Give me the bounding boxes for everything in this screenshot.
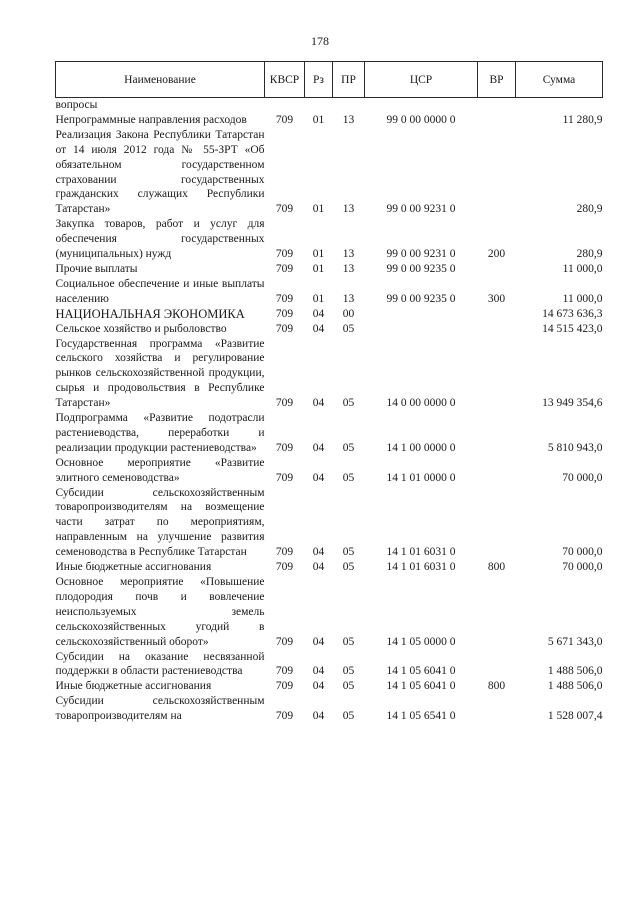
cell-sum: 1 488 506,0 xyxy=(547,665,603,678)
cell-vr xyxy=(478,411,516,456)
col-header-rz: Рз xyxy=(305,62,333,98)
cell-pr: 13 xyxy=(342,248,355,261)
cell-pr: 13 xyxy=(342,203,355,216)
cell-pr: 13 xyxy=(342,262,355,275)
cell-sum: 280,9 xyxy=(576,248,603,261)
cell-pr: 05 xyxy=(342,441,355,454)
cell-vr xyxy=(478,650,516,680)
cell-kvsr: 709 xyxy=(275,322,294,335)
cell-sum: 14 515 423,0 xyxy=(542,322,603,335)
cell-rz: 04 xyxy=(312,471,325,484)
cell-kvsr: 709 xyxy=(275,546,294,559)
cell-csr xyxy=(365,322,478,337)
cell-kvsr: 709 xyxy=(275,397,294,410)
cell-vr xyxy=(478,113,516,128)
cell-csr: 14 1 01 6031 0 xyxy=(386,546,456,559)
cell-kvsr: 709 xyxy=(275,113,294,126)
table-row xyxy=(56,113,603,128)
cell-sum: 11 000,0 xyxy=(562,292,603,305)
cell-sum: 5 671 343,0 xyxy=(547,635,603,648)
cell-kvsr: 709 xyxy=(275,561,294,574)
table-row xyxy=(56,217,603,262)
cell-name: Социальное обеспечение и иные выплаты населению xyxy=(55,277,265,305)
cell-sum: 70 000,0 xyxy=(562,471,603,484)
table-row xyxy=(56,575,603,650)
cell-kvsr: 709 xyxy=(275,680,294,693)
cell-pr: 05 xyxy=(342,635,355,648)
table-row xyxy=(56,277,603,307)
cell-csr: 14 1 05 6541 0 xyxy=(386,710,456,723)
cell-csr: 99 0 00 9231 0 xyxy=(386,203,456,216)
table-row xyxy=(56,128,603,217)
cell-rz: 04 xyxy=(312,322,325,335)
cell-sum: 70 000,0 xyxy=(562,546,603,559)
table-row xyxy=(56,262,603,277)
cell-vr: 800 xyxy=(487,680,506,693)
table-row xyxy=(56,560,603,575)
cell-pr: 05 xyxy=(342,665,355,678)
cell-rz: 01 xyxy=(312,203,325,216)
cell-rz: 04 xyxy=(312,635,325,648)
cell-kvsr: 709 xyxy=(275,710,294,723)
cell-sum: 5 810 943,0 xyxy=(547,441,603,454)
table-row xyxy=(56,337,603,412)
table-row xyxy=(56,98,603,113)
cell-name: Подпрограмма «Развитие подотрасли растениеводства, переработки и реализации продукции растениеводства» xyxy=(55,412,265,454)
cell-name: Иные бюджетные ассигнования xyxy=(55,561,212,574)
cell-csr: 99 0 00 9235 0 xyxy=(386,292,456,305)
col-header-pr: ПР xyxy=(333,62,365,98)
cell-sum: 11 000,0 xyxy=(562,262,603,275)
col-header-sum: Сумма xyxy=(516,62,603,98)
cell-vr xyxy=(478,575,516,650)
table-row xyxy=(56,679,603,694)
cell-name: Субсидии на оказание несвязанной поддержки в области растениеводства xyxy=(55,650,265,678)
cell-vr xyxy=(478,322,516,337)
col-header-name: Наименование xyxy=(56,62,265,98)
cell-kvsr: 709 xyxy=(275,635,294,648)
cell-csr: 14 1 00 0000 0 xyxy=(386,441,456,454)
cell-vr: 200 xyxy=(487,248,506,261)
budget-table xyxy=(55,61,603,724)
cell-name: Субсидии сельскохозяйственным товаропроизводителям на возмещение части затрат по мероприятиям, направленным на улучшение развития семеноводства в Республике Татарстан xyxy=(55,486,265,559)
cell-vr xyxy=(478,486,516,561)
cell-pr: 05 xyxy=(342,680,355,693)
table-row xyxy=(56,322,603,337)
cell-rz: 04 xyxy=(312,546,325,559)
cell-csr xyxy=(365,307,478,322)
cell-csr: 99 0 00 0000 0 xyxy=(386,113,456,126)
cell-rz: 01 xyxy=(312,262,325,275)
cell-rz: 04 xyxy=(312,561,325,574)
table-row xyxy=(56,650,603,680)
cell-vr xyxy=(478,337,516,412)
cell-kvsr xyxy=(265,98,305,113)
cell-vr: 300 xyxy=(487,292,506,305)
cell-rz: 01 xyxy=(312,292,325,305)
cell-pr: 05 xyxy=(342,710,355,723)
cell-pr: 13 xyxy=(342,292,355,305)
cell-rz: 04 xyxy=(312,680,325,693)
cell-pr: 05 xyxy=(342,322,355,335)
cell-kvsr: 709 xyxy=(275,665,294,678)
cell-vr xyxy=(478,98,516,113)
cell-pr: 05 xyxy=(342,397,355,410)
cell-name: вопросы xyxy=(55,99,98,111)
cell-rz: 04 xyxy=(312,665,325,678)
cell-vr: 800 xyxy=(487,561,506,574)
cell-name: Государственная программа «Развитие сельского хозяйства и регулирование рынков сельскохозяйственной продукции, сырья и продовольствия в Республике Татарстан» xyxy=(55,337,265,410)
cell-kvsr: 709 xyxy=(275,441,294,454)
cell-vr xyxy=(478,262,516,277)
cell-kvsr: 709 xyxy=(275,307,294,320)
cell-csr: 99 0 00 9235 0 xyxy=(386,262,456,275)
cell-name: Основное мероприятие «Повышение плодородия почв и вовлечение неиспользуемых земель сельскохозяйственных угодий в сельскохозяйственный оборот» xyxy=(55,576,265,648)
table-row xyxy=(56,694,603,724)
cell-pr: 00 xyxy=(342,307,355,320)
cell-name: Субсидии сельскохозяйственным товаропроизводителям на xyxy=(55,695,265,723)
table-row xyxy=(56,307,603,322)
cell-vr xyxy=(478,307,516,322)
col-header-kvsr: КВСР xyxy=(265,62,305,98)
cell-pr xyxy=(333,98,365,113)
col-header-vr: ВР xyxy=(478,62,516,98)
cell-sum: 13 949 354,6 xyxy=(542,397,603,410)
cell-kvsr: 709 xyxy=(275,471,294,484)
cell-name: Иные бюджетные ассигнования xyxy=(55,680,212,693)
cell-sum: 1 528 007,4 xyxy=(547,710,603,723)
col-header-csr: ЦСР xyxy=(365,62,478,98)
cell-sum: 70 000,0 xyxy=(562,561,603,574)
cell-sum xyxy=(516,98,603,113)
cell-rz: 04 xyxy=(312,397,325,410)
cell-name: Основное мероприятие «Развитие элитного семеноводства» xyxy=(55,456,265,484)
cell-rz: 04 xyxy=(312,441,325,454)
cell-sum: 1 488 506,0 xyxy=(547,680,603,693)
cell-csr: 14 1 01 0000 0 xyxy=(386,471,456,484)
cell-pr: 05 xyxy=(342,561,355,574)
header-row xyxy=(56,62,603,98)
cell-kvsr: 709 xyxy=(275,203,294,216)
page-number: 178 xyxy=(311,34,329,48)
cell-pr: 05 xyxy=(342,471,355,484)
cell-pr: 13 xyxy=(342,113,355,126)
cell-rz: 04 xyxy=(312,307,325,320)
cell-name: Непрограммные направления расходов xyxy=(55,113,247,126)
cell-vr xyxy=(478,456,516,486)
cell-name: Прочие выплаты xyxy=(55,262,138,275)
cell-csr: 14 1 01 6031 0 xyxy=(386,561,456,574)
cell-kvsr: 709 xyxy=(275,262,294,275)
cell-csr: 14 1 05 6041 0 xyxy=(386,680,456,693)
cell-name: Реализация Закона Республики Татарстан от 14 июля 2012 года № 55-ЗРТ «Об обязательном государственном страховании государственных гражданских служащих Республики Татарстан» xyxy=(55,128,265,216)
cell-name: Сельское хозяйство и рыболовство xyxy=(55,322,227,335)
cell-csr xyxy=(365,98,478,113)
cell-vr xyxy=(478,128,516,217)
cell-kvsr: 709 xyxy=(275,292,294,305)
cell-vr xyxy=(478,694,516,724)
cell-sum: 280,9 xyxy=(576,203,603,216)
cell-pr: 05 xyxy=(342,546,355,559)
cell-kvsr: 709 xyxy=(275,248,294,261)
table-row xyxy=(56,486,603,561)
cell-rz: 01 xyxy=(312,248,325,261)
table-row xyxy=(56,456,603,486)
cell-name: Закупка товаров, работ и услуг для обеспечения государственных (муниципальных) нужд xyxy=(55,218,265,261)
cell-rz: 01 xyxy=(312,113,325,126)
cell-csr: 99 0 00 9231 0 xyxy=(386,248,456,261)
cell-csr: 14 1 05 6041 0 xyxy=(386,665,456,678)
cell-csr: 14 1 05 0000 0 xyxy=(386,635,456,648)
cell-sum: 14 673 636,3 xyxy=(542,307,603,320)
cell-sum: 11 280,9 xyxy=(562,113,603,126)
cell-csr: 14 0 00 0000 0 xyxy=(386,397,456,410)
cell-rz xyxy=(305,98,333,113)
cell-name: НАЦИОНАЛЬНАЯ ЭКОНОМИКА xyxy=(55,306,245,321)
cell-rz: 04 xyxy=(312,710,325,723)
table-row xyxy=(56,411,603,456)
